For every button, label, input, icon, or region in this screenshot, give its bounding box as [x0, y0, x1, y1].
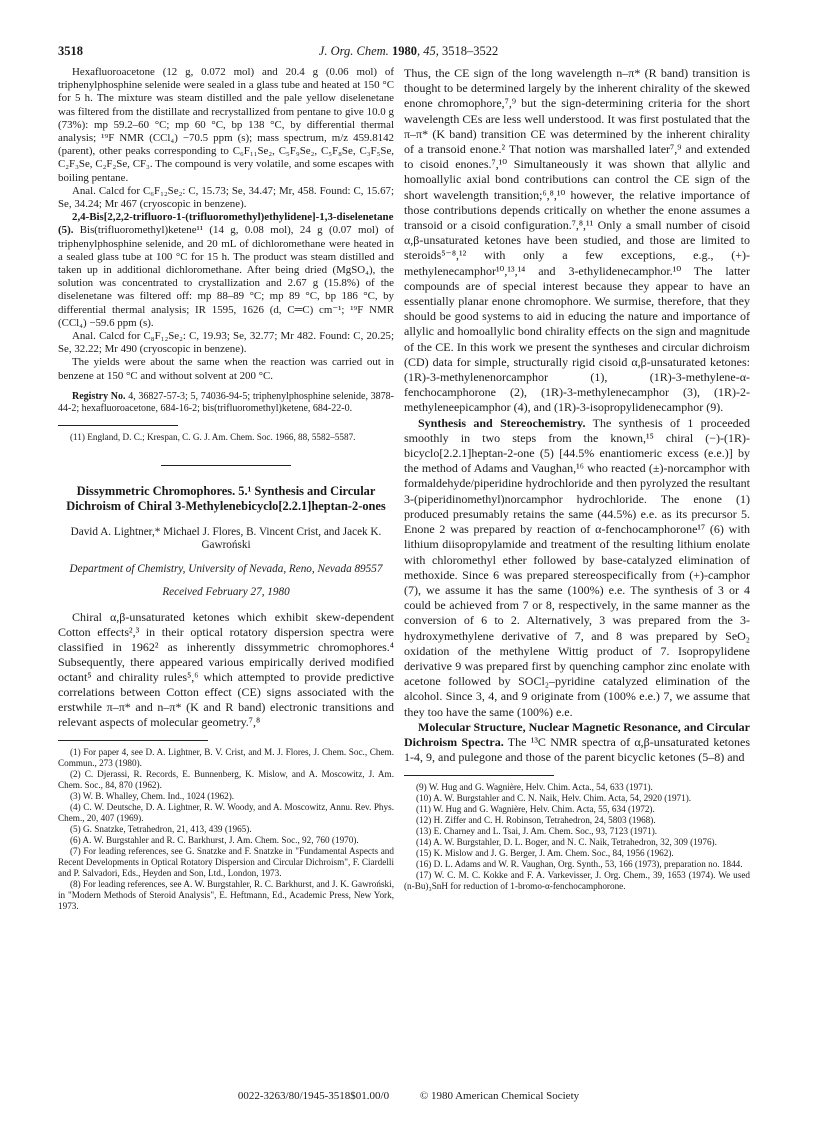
right-column	[404, 66, 750, 892]
footnote: (12) H. Ziffer and C. H. Robinson, Tetrahedron, 24, 5803 (1968).	[416, 815, 656, 826]
footnote: (16) D. L. Adams and W. R. Vaughan, Org. Synth., 53, 166 (1973), preparation no. 1844.	[416, 859, 743, 870]
footnote: (2) C. Djerassi, R. Records, E. Bunnenberg, K. Mislow, and A. Moscowitz, J. Am. Chem. Soc., 84, 870 (1962).	[58, 768, 394, 790]
running-header	[58, 44, 759, 64]
footnote: (9) W. Hug and G. Wagnière, Helv. Chim. Acta., 54, 633 (1971).	[416, 782, 653, 793]
compound-heading: 2,4-Bis[2,2,2-trifluoro-1-(trifluoromethyl)ethylidene]-1,3-diselenetane (5).	[58, 211, 394, 237]
paragraph	[404, 416, 750, 720]
page-footer	[0, 1090, 817, 1102]
footnote: (14) A. W. Burgstahler, D. L. Boger, and N. C. Naik, Tetrahedron, 32, 309 (1976).	[416, 837, 717, 848]
footnote-divider	[58, 425, 178, 426]
footnote: (7) For leading references, see G. Snatzke and F. Snatzke in "Fundamental Aspects and Recent Developments in Optical Rotatory Dispersion and Circular Dichroism", F. Ciardelli and P. Salvadori, Eds., Heyden and Son, Ltd., London, 1973.	[58, 845, 394, 878]
footnotes-right	[404, 782, 750, 892]
article-code: 0022-3263/80/1945-3518$01.00/0	[237, 1090, 390, 1102]
footnote-divider	[404, 775, 554, 776]
paragraph: Anal. Calcd for C₆F₁₂Se₂: C, 15.73; Se, 34.47; Mr, 458. Found: C, 15.67; Se, 34.24; Mr 467 (cryoscopic in benzene).	[58, 184, 394, 211]
footnote: (8) For leading references, see A. W. Burgstahler, R. C. Barkhurst, and J. K. Gawroński, in "Modern Methods of Steroid Analysis", E. Heftmann, Ed., Academic Press, New York, 1973.	[58, 878, 394, 911]
received-date: Received February 27, 1980	[162, 586, 290, 599]
article-authors: David A. Lightner,* Michael J. Flores, B. Vincent Crist, and Jacek K. Gawroński	[70, 525, 382, 552]
article-title: Dissymmetric Chromophores. 5.¹ Synthesis and Circular Dichroism of Chiral 3-Methylenebicyclo[2.2.1]heptan-2-ones	[66, 483, 386, 513]
footnotes-left	[58, 747, 394, 912]
footnote: (1) For paper 4, see D. A. Lightner, B. V. Crist, and M. J. Flores, J. Chem. Soc., Chem. Commun., 273 (1980).	[58, 746, 394, 768]
paragraph-text: The synthesis of 1 proceeded smoothly in two steps from the known,¹⁵ chiral (−)-(1R)-bicyclo[2.2.1]heptan-2-one (5) [44.5% enantiomeric excess (e.e.)] by the method of Adams and Vaughan,¹⁶ who reacted (±)-norcamphor with formaldehyde/piperidine hydrochloride and then pyrolyzed the resultant 3-(piperidinomethyl)norcamphor hydrochloride. The enone (1) produced presumably retains the same (44.5%) e.e. as its precursor 5. Enone 2 was prepared by reaction of α-fenchocamphorone¹⁷ (6) with lithium diisopropylamide and treatment of the resulting lithium enolate with chloromethyl ether followed by base-catalyzed elimination of methoxide. Since 6 was prepared stereospecifically from (+)-camphor (7), we assume it has the same (100%) e.e. The synthesis of 3 or 4 could be achieved from 7 or 8, respectively, in the same manner as the conversion of 6 to 2. Alternatively, 3 was prepared from the 3-hydroxymethylene derivative of 7, and 8 was prepared by SeO₂ oxidation of the methylene Wittig product of 7. Isopropylidene derivative 9 was prepared first by quenching camphor zinc enolate with acetone followed by SOCl₂–pyridine catalyzed elimination of the alcohol. Since 3, 4, and 9 originate from (100% e.e.) 7, we assume that they too have the same (100%) e.e.	[404, 415, 750, 719]
article-affiliation: Department of Chemistry, University of Nevada, Reno, Nevada 89557	[69, 562, 383, 575]
section-heading: Synthesis and Stereochemistry.	[418, 415, 586, 430]
registry-label: Registry No.	[72, 390, 126, 402]
journal-volume: 45	[423, 44, 436, 58]
paragraph-text: The ¹³C NMR spectra of α,β-unsaturated ketones 1-4, 9, and pulegone and those of the parent bicyclic ketones (5–8) and	[404, 734, 750, 765]
footnote: (17) W. C. M. C. Kokke and F. A. Varkevisser, J. Org. Chem., 39, 1653 (1974). We used (n-Bu)₃SnH for reduction of 1-bromo-α-fenchocamphorone.	[404, 870, 750, 892]
footnote: (5) G. Snatzke, Tetrahedron, 21, 413, 439 (1965).	[70, 823, 252, 834]
page-number: 3518	[58, 44, 83, 58]
paragraph	[58, 211, 394, 330]
footnote: (13) E. Charney and L. Tsai, J. Am. Chem. Soc., 93, 7123 (1971).	[416, 826, 658, 837]
article-divider	[161, 465, 291, 466]
footnote-divider	[58, 740, 208, 741]
paragraph: Hexafluoroacetone (12 g, 0.072 mol) and 20.4 g (0.06 mol) of triphenylphosphine selenide were sealed in a glass tube and heated at 150 °C for 5 h. The mixture was steam distilled and the pale yellow diselenetane was filtered from the distillate and recrystallized from pentane to give 10.0 g (73%): mp 59.2–60 °C; mp 60 °C, bp 138 °C, by differential thermal analysis; ¹⁹F NMR (CCl₄) −70.5 ppm (s); mass spectrum, m/z 459.8142 (parent), other peaks corresponding to C₆F₁₁Se₂, C₅F₉Se₂, C₅F₈Se, C₃F₅Se, C₂F₃Se, C₂F₂Se, CF₃. The compound is very volatile, and some escapes with boiling pentane.	[58, 66, 394, 184]
registry-text: 4, 36827-57-3; 5, 74036-94-5; triphenylphosphine selenide, 3878-44-2; hexafluoroacetone, 684-16-2; bis(trifluoromethyl)ketene, 684-22-0.	[58, 390, 394, 414]
journal-name: J. Org. Chem.	[318, 44, 389, 58]
journal-citation: J. Org. Chem. 1980, 45, 3518–3522	[318, 44, 499, 58]
footnote: (4) C. W. Deutsche, D. A. Lightner, R. W. Woody, and A. Moscowitz, Annu. Rev. Phys. Chem., 20, 407 (1969).	[58, 801, 394, 823]
paragraph: The yields were about the same when the reaction was carried out in benzene at 150 °C and without solvent at 200 °C.	[58, 356, 394, 382]
section-heading: Molecular Structure, Nuclear Magnetic Resonance, and Circular Dichroism Spectra.	[404, 719, 750, 749]
paragraph-text: Bis(trifluoromethyl)ketene¹¹ (14 g, 0.08 mol), 24 g (0.07 mol) of triphenylphosphine selenide, and 20 mL of dichloromethane were heated in a sealed glass tube at 100 °C for 15 h. The product was steam distilled and taken up in additional dichloromethane. After being dried (MgSO₄), the solution was concentrated to crystallization and 2.67 g (15.8%) of the diselenetane was filtered off: mp 88–89 °C; mp 89 °C, bp 186 °C, by differential thermal analysis; IR 1595, 1626 (d, C═C) cm⁻¹; ¹⁹F NMR (CCl₄) −59.6 ppm (s).	[58, 224, 394, 329]
paragraph	[404, 720, 750, 766]
footnote: (10) A. W. Burgstahler and C. N. Naik, Helv. Chim. Acta, 54, 2920 (1971).	[416, 793, 692, 804]
paragraph: Anal. Calcd for C₈F₁₂Se₂: C, 19.93; Se, 32.77; Mr 482. Found: C, 20.25; Se, 32.22; Mr 490 (cryoscopic in benzene).	[58, 330, 394, 356]
footnote: (6) A. W. Burgstahler and R. C. Barkhurst, J. Am. Chem. Soc., 92, 760 (1970).	[70, 834, 359, 845]
paragraph: Chiral α,β-unsaturated ketones which exhibit skew-dependent Cotton effects²,³ in their optical rotatory dispersion spectra were classified in 1962² as inherently dissymmetric chromophores.⁴ Subsequently, there appeared various empirically derived modified octant⁵ and chirality rules⁵,⁶ which attempted to provide predictive correlations between Cotton effect (CE) signs associated with the erstwhile π–π* and n–π* (K and R band) electronic transitions and relevant aspects of molecular geometry.⁷,⁸	[58, 609, 394, 729]
footnote: (11) W. Hug and G. Wagnière, Helv. Chim. Acta, 55, 634 (1972).	[416, 804, 655, 815]
copyright: © 1980 American Chemical Society	[419, 1090, 580, 1102]
journal-pages: 3518–3522	[441, 44, 499, 58]
footnote: (15) K. Mislow and J. G. Berger, J. Am. Chem. Soc., 84, 1956 (1962).	[416, 848, 674, 859]
paragraph: Thus, the CE sign of the long wavelength n–π* (R band) transition is thought to be determined largely by the inherent chirality of the skewed enone chromophore,⁷,⁹ but the sign-determining criteria for the short wavelength CEs are less well understood. It was first postulated that the π–π* (K band) transition CE was determined by the inherent chirality of a transoid enone.² That notion was marshalled later⁷,⁹ and extended to cisoid enones.⁷,¹⁰ Simultaneously it was shown that allylic and homoallylic axial bond contributions can control the CE sign of the short wavelength transition;⁶,⁸,¹⁰ however, the relative importance of those contributions depends critically on whether the enone assumes a transoid or a cisoid configuration.⁷,⁸,¹¹ Only a small number of cisoid α,β-unsaturated ketones have been studied, and those are limited to steroids⁵⁻⁸,¹² with only a few exceptions, e.g., (+)-methylenecamphor¹⁰,¹³,¹⁴ and 3-ethylidenecamphor.¹⁰ The latter compounds are of special interest because they appear to have an essentially planar enone chromophore. We surmise, therefore, that they should be good systems to aid in educing the nature and importance of allylic and homoallylic bond chirality effects on the sign and magnitude of the CE. In this work we present the syntheses and circular dichroism (CD) data for simple, structurally rigid cisoid α,β-unsaturated ketones: (1R)-3-methylenenorcamphor (1), (1R)-3-methylene-α-fenchocamphorone (2), (1R)-3-methylenecamphor (3), (1R)-2-methyleneepicamphor (4), and (1R)-3-isopropylidenecamphor (9).	[404, 66, 750, 415]
journal-year: 1980	[391, 44, 417, 58]
footnote: (11) England, D. C.; Krespan, C. G. J. Am. Chem. Soc. 1966, 88, 5582–5587.	[70, 431, 356, 442]
footnote: (3) W. B. Whalley, Chem. Ind., 1024 (1962).	[70, 790, 235, 801]
left-column	[58, 66, 394, 912]
registry-numbers	[58, 391, 394, 415]
